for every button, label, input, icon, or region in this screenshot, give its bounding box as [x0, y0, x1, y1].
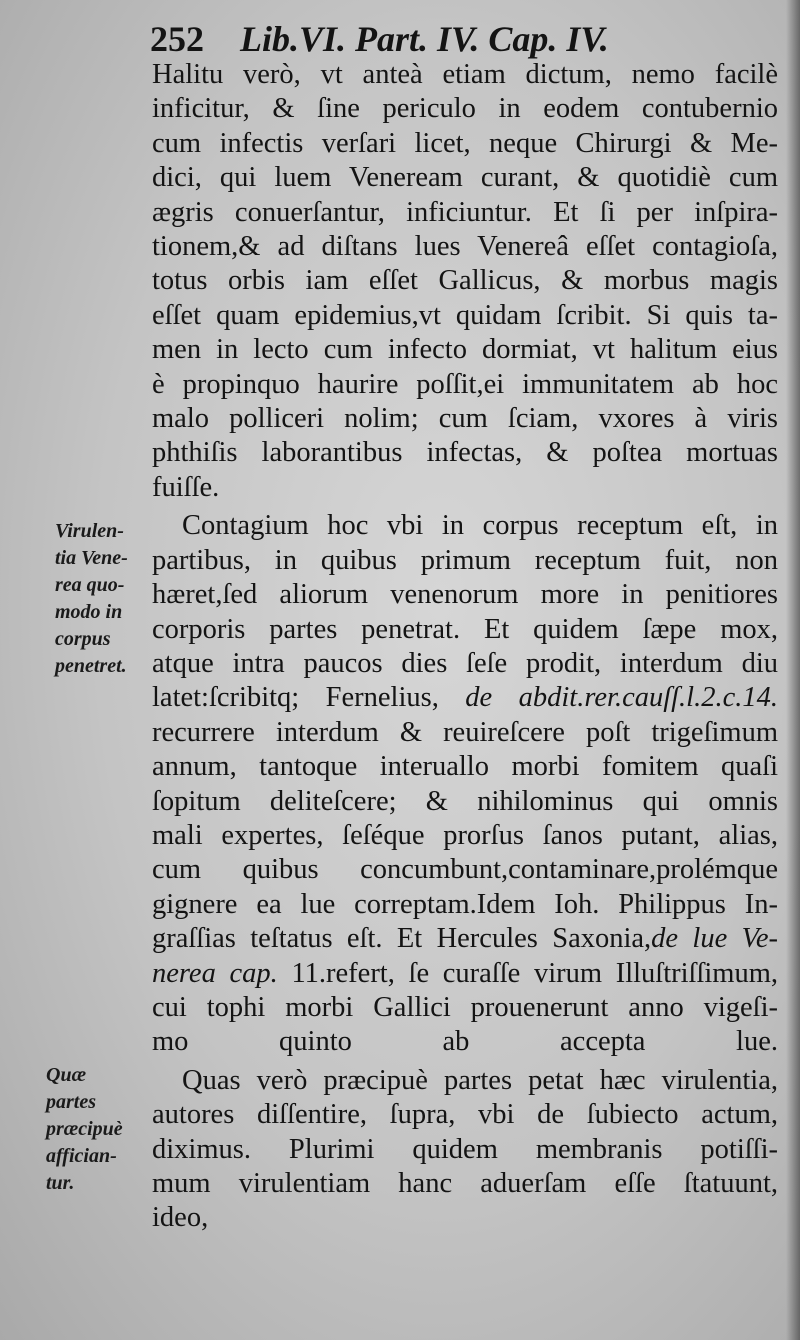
line-text: 11.refert, ſe curaſſe virum Illuſtriſſimum,	[277, 957, 779, 989]
line-text: graſſias teſtatus eſt. Et Hercules Saxonia,	[152, 923, 652, 955]
text-line-with-citation	[152, 681, 778, 715]
paragraph-3	[152, 1064, 778, 1236]
marginal-note-partes	[46, 1062, 146, 1197]
note-line: partes	[46, 1091, 96, 1113]
note-line: tur.	[46, 1172, 75, 1194]
text-line-with-citation	[152, 922, 778, 956]
catchword: ideo,	[152, 1202, 209, 1234]
text-line: tionem,& ad diſtans lues Venereâ eſſet contagioſa,	[152, 231, 778, 263]
citation-fernelius: de abdit.rer.cauſſ.l.2.c.14.	[465, 682, 778, 714]
text-line: eſſet quam epidemius,vt quidam ſcribit. Si quis ta-	[152, 299, 778, 331]
text-line: recurrere interdum & reuireſcere poſt trigeſimum	[152, 716, 778, 748]
marginal-note-virulentia	[55, 518, 155, 680]
text-line: mali expertes, ſeſéque prorſus ſanos putant, alias,	[152, 819, 778, 851]
text-line: dici, qui luem Veneream curant, & quotidiè cum	[152, 162, 778, 194]
text-line: cum quibus concumbunt,contaminare,prolémque	[152, 854, 778, 886]
text-line: Contagium hoc vbi in corpus receptum eſt, in	[182, 510, 778, 542]
text-line: partibus, in quibus primum receptum fuit, non	[152, 544, 778, 576]
text-line: cui tophi morbi Gallici prouenerunt anno vigeſi-	[152, 991, 778, 1023]
body-text	[152, 58, 778, 1236]
text-line: cum infectis verſari licet, neque Chirurgi & Me-	[152, 127, 778, 159]
text-line: hæret,ſed aliorum venenorum more in penitiores	[152, 579, 778, 611]
text-line: diximus. Plurimi quidem membranis potiſſi-	[152, 1133, 778, 1165]
text-line: Quas verò præcipuè partes petat hæc virulentia,	[182, 1064, 778, 1096]
note-line: corpus	[55, 628, 111, 650]
text-line: men in lecto cum infecto dormiat, vt halitum eius	[152, 334, 778, 366]
text-line: ſopitum deliteſcere; & nihilominus qui omnis	[152, 785, 778, 817]
note-line: penetret.	[55, 655, 127, 677]
note-line: rea quo-	[55, 574, 125, 596]
text-line: malo polliceri nolim; cum ſciam, vxores à viris	[152, 403, 778, 435]
text-line: phthiſis laborantibus infectas, & poſtea mortuas	[152, 437, 778, 469]
text-line: inficitur, & ſine periculo in eodem contubernio	[152, 93, 778, 125]
text-line: è propinquo haurire poſſit,ei immunitatem ab hoc	[152, 368, 778, 400]
note-line: tia Vene-	[55, 547, 128, 569]
text-line: Halitu verò, vt anteà etiam dictum, nemo facilè	[152, 59, 778, 90]
text-line: mum virulentiam hanc aduerſam eſſe ſtatuunt,	[152, 1168, 778, 1199]
running-title: Lib.VI. Part. IV. Cap. IV.	[240, 19, 609, 59]
text-line: fuiſſe.	[152, 471, 220, 503]
text-line-with-citation	[152, 957, 778, 991]
note-line: Quæ	[46, 1064, 87, 1086]
text-line: gignere ea lue correptam.Idem Ioh. Philippus In-	[152, 888, 778, 920]
note-line: Virulen-	[55, 520, 124, 542]
text-line: mo quinto ab accepta lue.	[152, 1026, 778, 1058]
running-head	[150, 14, 710, 64]
citation-saxonia-cont: nerea cap.	[152, 957, 278, 989]
paragraph-2	[152, 509, 778, 1060]
text-line: corporis partes penetrat. Et quidem ſæpe mox,	[152, 613, 778, 645]
note-line: modo in	[55, 601, 123, 623]
page-edge-shadow	[786, 0, 800, 1340]
text-line: totus orbis iam eſſet Gallicus, & morbus magis	[152, 265, 778, 297]
page-number: 252	[150, 19, 204, 59]
note-line: præcipuè	[46, 1118, 123, 1140]
text-line: ægris conuerſantur, inficiuntur. Et ſi per inſpira-	[152, 196, 778, 228]
citation-saxonia: de lue Ve-	[651, 923, 778, 955]
text-line: annum, tantoque interuallo morbi fomitem quaſi	[152, 751, 778, 783]
text-line: atque intra paucos dies ſeſe prodit, interdum diu	[152, 647, 778, 679]
text-line: autores diſſentire, ſupra, vbi de ſubiecto actum,	[152, 1099, 778, 1131]
paragraph-1	[152, 58, 778, 505]
line-text: latet:ſcribitq; Fernelius,	[152, 682, 466, 714]
note-line: affician-	[46, 1145, 117, 1167]
